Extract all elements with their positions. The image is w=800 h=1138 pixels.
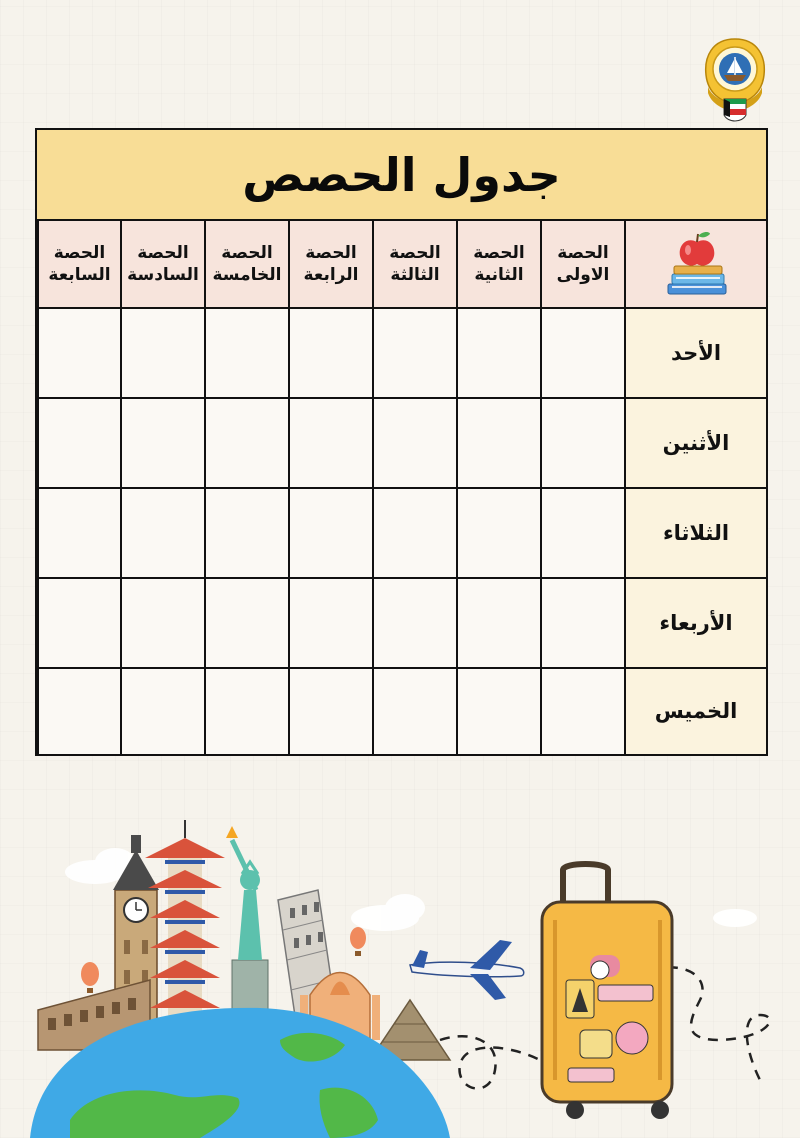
schedule-cell[interactable]: [373, 578, 457, 668]
title-bar: [37, 130, 766, 221]
airplane-icon: [410, 940, 524, 1000]
schedule-cell[interactable]: [121, 308, 205, 398]
day-label: الأثنين: [625, 398, 767, 488]
schedule-cell[interactable]: [121, 488, 205, 578]
period-header-2: الحصة الثانية: [457, 221, 541, 308]
period-header-4: الحصة الرابعة: [289, 221, 373, 308]
period-header-5: الحصة الخامسة: [205, 221, 289, 308]
day-row: [38, 308, 767, 398]
schedule-cell[interactable]: [289, 578, 373, 668]
schedule-cell[interactable]: [205, 578, 289, 668]
schedule-cell[interactable]: [373, 308, 457, 398]
schedule-cell[interactable]: [541, 308, 625, 398]
timetable-grid: [37, 221, 768, 754]
schedule-cell[interactable]: [121, 398, 205, 488]
schedule-cell[interactable]: [289, 488, 373, 578]
schedule-cell[interactable]: [205, 398, 289, 488]
day-row: [38, 578, 767, 668]
schedule-cell[interactable]: [373, 668, 457, 754]
schedule-cell[interactable]: [289, 308, 373, 398]
schedule-cell[interactable]: [205, 308, 289, 398]
schedule-cell[interactable]: [541, 398, 625, 488]
apple-books-icon: [664, 226, 728, 296]
schedule-cell[interactable]: [457, 308, 541, 398]
schedule-cell[interactable]: [38, 668, 121, 754]
schedule-cell[interactable]: [205, 488, 289, 578]
schedule-cell[interactable]: [38, 398, 121, 488]
period-header-3: الحصة الثالثة: [373, 221, 457, 308]
day-label: الثلاثاء: [625, 488, 767, 578]
schedule-table: [35, 128, 768, 756]
schedule-cell[interactable]: [541, 488, 625, 578]
schedule-cell[interactable]: [38, 488, 121, 578]
schedule-cell[interactable]: [457, 488, 541, 578]
corner-cell: [625, 221, 767, 308]
schedule-cell[interactable]: [121, 578, 205, 668]
day-label: الأحد: [625, 308, 767, 398]
header-row: [38, 221, 767, 308]
schedule-cell[interactable]: [457, 398, 541, 488]
day-label: الخميس: [625, 668, 767, 754]
schedule-cell[interactable]: [541, 668, 625, 754]
schedule-cell[interactable]: [121, 668, 205, 754]
schedule-cell[interactable]: [373, 488, 457, 578]
schedule-cell[interactable]: [457, 668, 541, 754]
suitcase-icon: [542, 864, 672, 1119]
day-row: [38, 398, 767, 488]
schedule-cell[interactable]: [289, 668, 373, 754]
schedule-cell[interactable]: [541, 578, 625, 668]
period-header-6: الحصة السادسة: [121, 221, 205, 308]
day-label: الأربعاء: [625, 578, 767, 668]
period-header-7: الحصة السابعة: [38, 221, 121, 308]
schedule-cell[interactable]: [289, 398, 373, 488]
schedule-cell[interactable]: [373, 398, 457, 488]
schedule-cell[interactable]: [38, 308, 121, 398]
travel-illustration: [0, 790, 800, 1138]
schedule-cell[interactable]: [457, 578, 541, 668]
page-title: جدول الحصص: [242, 147, 561, 202]
kuwait-emblem-icon: [702, 35, 768, 127]
day-row: [38, 668, 767, 754]
day-row: [38, 488, 767, 578]
schedule-cell[interactable]: [38, 578, 121, 668]
schedule-cell[interactable]: [205, 668, 289, 754]
period-header-1: الحصة الاولى: [541, 221, 625, 308]
